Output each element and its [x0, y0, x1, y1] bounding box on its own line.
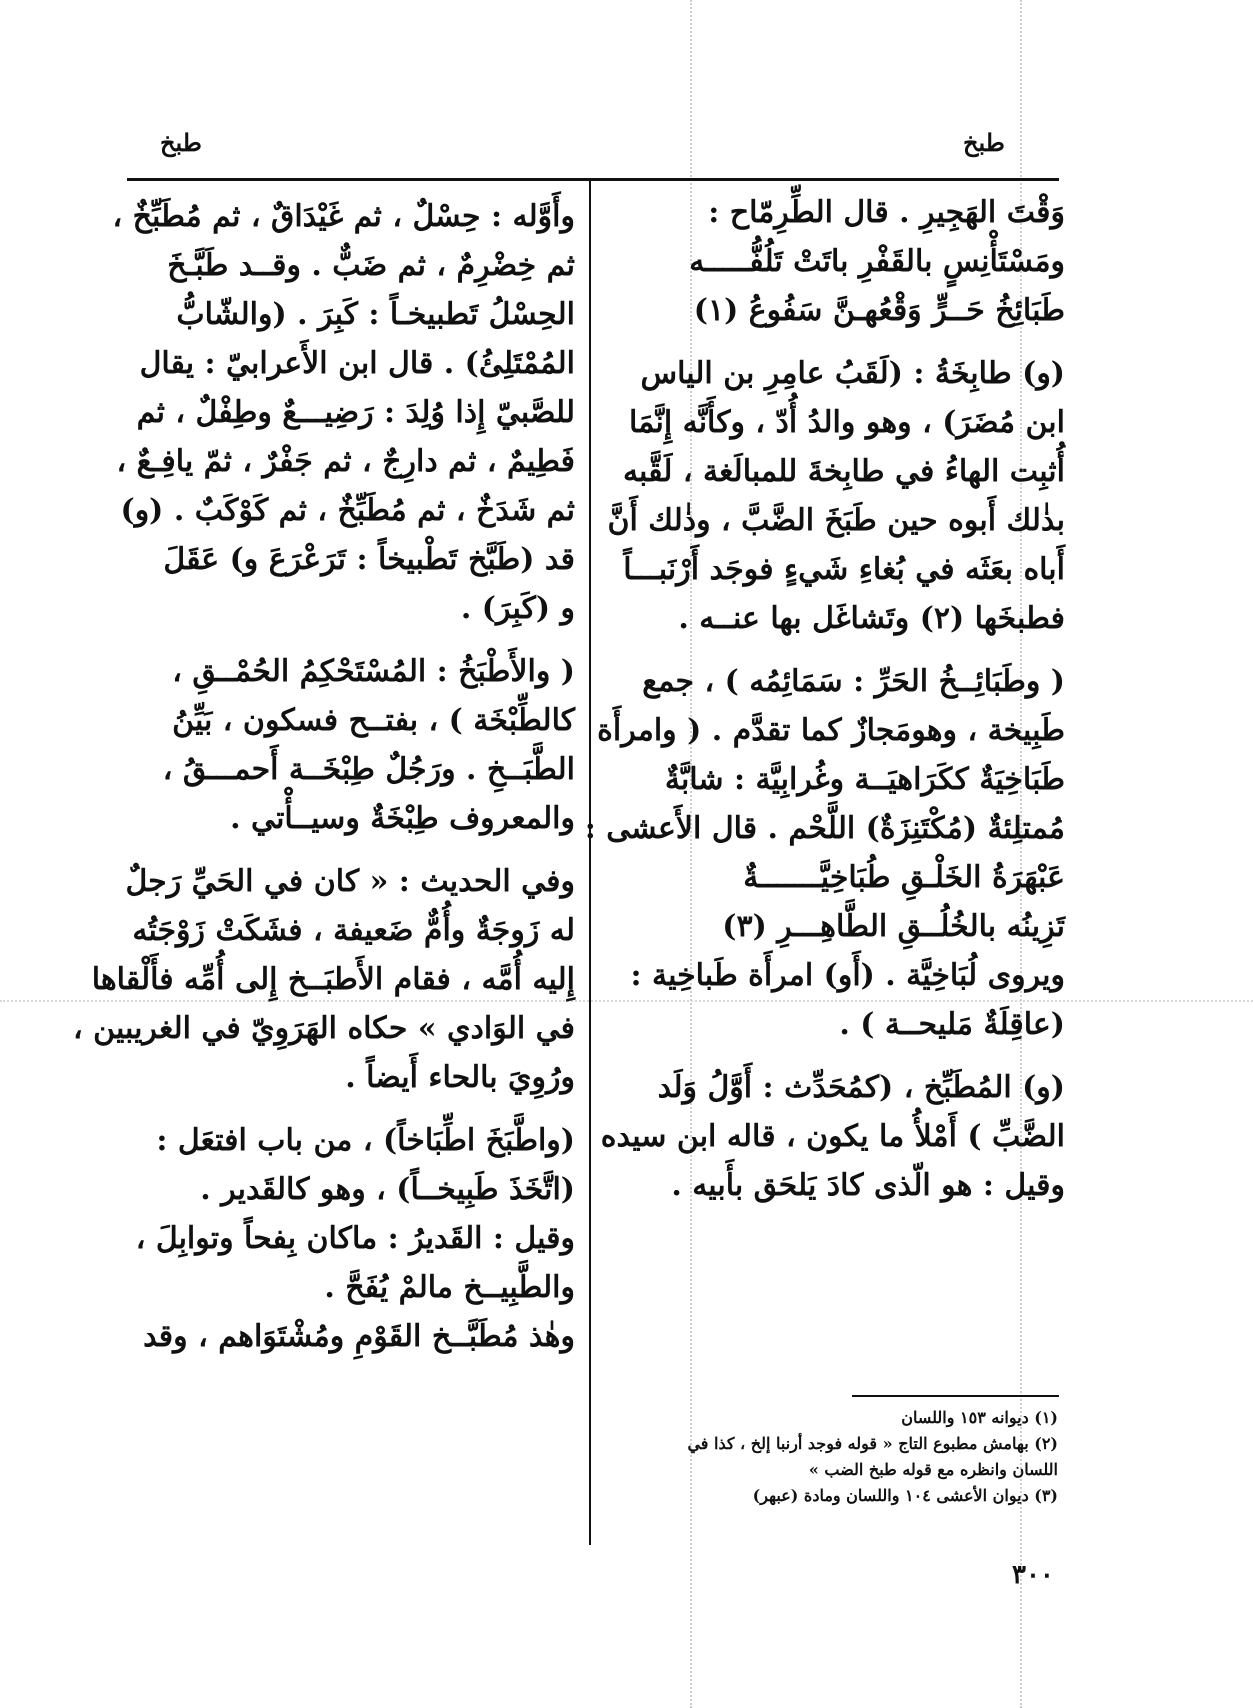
text-line: (و) طابِخَةُ : (لَقَبُ عامِرِ بن الياس [640, 356, 1065, 391]
left-column [73, 192, 575, 1361]
paragraph-gap [610, 643, 1065, 657]
text-line: و (كَبِرَ) . [460, 591, 575, 626]
column-divider [589, 180, 591, 1545]
text-line: كالطِّبْخَة ) ، بفتــح فسكون ، بَيِّنُ [172, 703, 575, 738]
text-line: وفي الحديث : « كان في الحَيِّ رَجلٌ [125, 864, 575, 899]
footnotes [608, 1405, 1058, 1509]
text-line: بذٰلك أَبوه حين طَبَخَ الضَّبَّ ، وذٰلك أَنَّ [607, 503, 1065, 538]
text-line: في الوَادي » حكاه الهَرَوِيّ في الغريبين ، [73, 1011, 575, 1046]
text-line: فطبخَها (٢) وتَشاغَل بها عنــه . [678, 601, 1065, 636]
text-line: وهٰذ مُطَبَّــخ القَوْمِ ومُشْتَوَاهم ، وقد [143, 1319, 575, 1354]
text-line: (عاقِلَةٌ مَليحــة ) . [839, 1007, 1065, 1042]
footnote-rule [852, 1395, 1059, 1397]
text-line: مُمتلِئةٌ (مُكْتَنِزَةٌ) اللَّحْم . قال الأَعشى : [584, 811, 1065, 846]
paragraph-gap [120, 633, 575, 647]
text-line: أَباه بعَثَه في بُغاءِ شَيءٍ فوجَد أَرْنَبـــاً [623, 552, 1065, 587]
text-line: ( والأَطْبَخُ : المُسْتَحْكِمُ الحُمْــقِ ، [172, 654, 575, 689]
text-line: للصَّبيّ إِذا وُلِدَ : رَضِيـــعٌ وطِفْلٌ ، ثم [136, 395, 575, 430]
text-line: ويروى لُبَاخِيَّة . (أَو) امرأَة طَباخِية : [630, 958, 1065, 993]
header-right-word: طبخ [963, 128, 1005, 157]
text-line: (اتَّخَذَ طَبِيخــاً) ، وهو كالقَدير . [200, 1172, 575, 1207]
paragraph-gap [610, 1049, 1065, 1063]
page-number: ٣٠٠ [1012, 1560, 1054, 1590]
text-line: ابن مُضَرَ) ، وهو والدُ أُدّ ، وكأَنَّه إِنَّمَا [629, 405, 1065, 440]
text-line: طَبَاخِيَةٌ ككَرَاهيَــة وغُرابِيَّة : شابَّةٌ [664, 762, 1065, 797]
paragraph-gap [610, 335, 1065, 349]
text-line: له زَوجَةٌ وأُمٌّ ضَعيفة ، فشَكَتْ زَوْجَتُه [132, 913, 575, 948]
right-column [584, 188, 1065, 1210]
paragraph-gap [120, 843, 575, 857]
text-line: الطَّبَــخِ . ورَجُلٌ طِبْخَــة أَحمـــقُ ، [162, 752, 575, 787]
text-line: فَطِيمٌ ، ثم دارِجٌ ، ثم جَفْرٌ ، ثمّ يافِـعٌ ، [116, 444, 575, 479]
footnote: (٣) ديوان الأعشى ١٠٤ واللسان ومادة (عبهر) [752, 1486, 1058, 1505]
text-line: طَبِيخة ، وهومَجازٌ كما تقدَّم . ( وامرأَة [597, 713, 1065, 748]
text-line: الضَّبِّ ) أَمْلأُ ما يكون ، قاله ابن سيده [600, 1119, 1065, 1154]
text-line: ثم خِضْرِمٌ ، ثم ضَبٌّ . وقــد طَبَّـخَ [167, 248, 575, 283]
text-line: تَزِينُه بالخُلُــقِ الطَّاهِـــرِ (٣) [722, 909, 1065, 944]
footnote: (٢) بهامش مطبوع التاج « قوله فوجد أرنبا إلخ ، كذا في [687, 1434, 1058, 1453]
text-line: والطَّبِيــخ مالمْ يُفَحَّ . [324, 1270, 575, 1305]
text-line: المُمْتَلِئُ) . قال ابن الأَعرابيّ : يقال [139, 346, 575, 381]
text-line: وَقْتَ الهَجِيرِ . قال الطِّرِمّاح : [708, 195, 1065, 230]
text-line: إِليه أُمَّه ، فقام الأَطبَــخ إِلى أُمِّه فأَلْقاها [91, 962, 575, 997]
text-line: ثم شَدَخٌ ، ثم مُطَبِّخٌ ، ثم كَوْكَبٌ . (و) [120, 493, 575, 528]
text-line: ( وطَبَائِــخُ الحَرِّ : سَمَائِمُه ) ، جمع [642, 664, 1065, 699]
text-line: عَبْهَرَةُ الخَلْـقِ طُبَاخِيَّـــــــةٌ [743, 860, 1065, 895]
text-line: أُثبِت الهاءُ في طابِخةَ للمبالَغة ، لَقَّبه [622, 454, 1065, 489]
text-line: وقيل : القَديرُ : ماكان بِفحاً وتوابِلَ ، [135, 1221, 575, 1256]
header-left-word: طبخ [160, 128, 202, 157]
footnote: (١) ديوانه ١٥٣ واللسان [901, 1408, 1058, 1427]
text-line: الحِسْلُ تَطبيخـاً : كَبِرَ . (والشّابُّ [176, 297, 575, 332]
footnote: اللسان وانظره مع قوله طبخ الضب » [808, 1460, 1058, 1479]
text-line: قد (طَبَّخ تَطْبيخاً : تَرَعْرَعَ و) عَقَلَ [163, 542, 575, 577]
text-line: طَبَائِخُ حَــرٍّ وَقْعُهـنَّ سَفُوعُ (١) [693, 293, 1065, 328]
text-line: (و) المُطَبِّخ ، (كمُحَدِّث : أَوَّلُ وَلَد [657, 1070, 1065, 1105]
text-line: ومَسْتَأْنِسٍ بالقَفْرِ باتَتْ تَلُفُّـــــه [689, 244, 1065, 279]
text-line: والمعروف طِبْخَةٌ وسيــأْتي . [230, 801, 575, 836]
text-line: ورُوِيَ بالحاء أَيضاً . [345, 1060, 575, 1095]
text-line: وأَوَّله : حِسْلٌ ، ثم غَيْدَاقٌ ، ثم مُطَبِّخٌ ، [112, 199, 575, 234]
header-rule [127, 178, 1059, 181]
text-line: (واطَّبَخَ اطِّبَاخاً) ، من باب افتعَل : [156, 1123, 575, 1158]
text-line: وقيل : هو الّذى كادَ يَلحَق بأَبيه . [671, 1168, 1065, 1203]
paragraph-gap [120, 1102, 575, 1116]
